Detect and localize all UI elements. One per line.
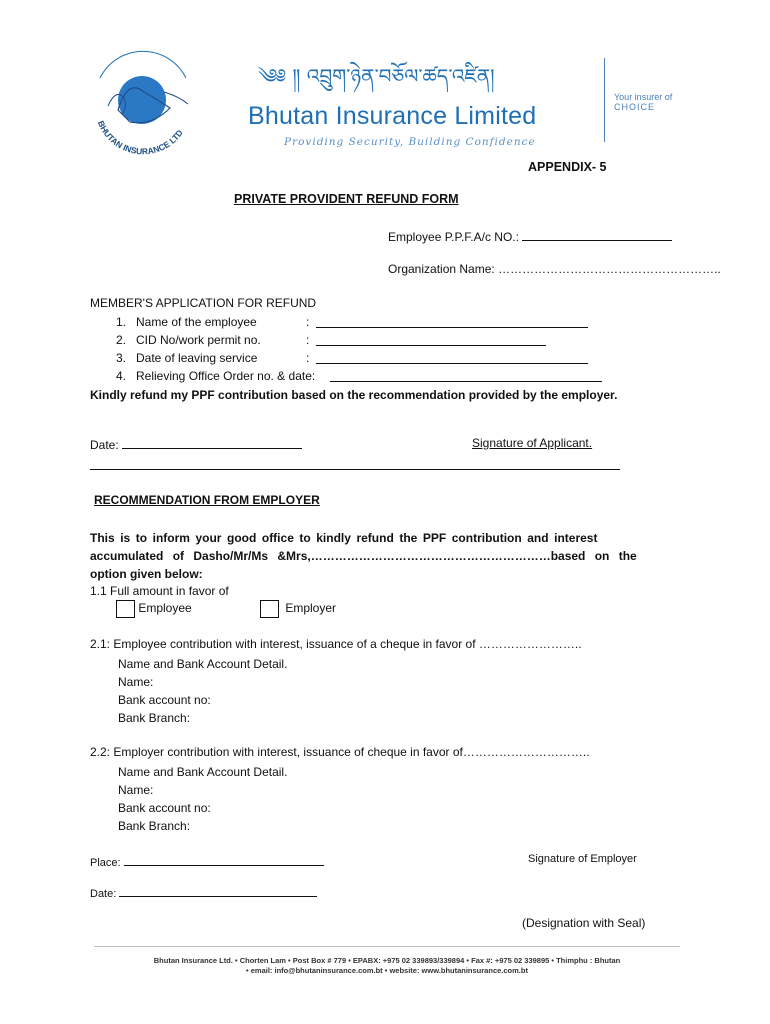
ppf-account-label: Employee P.P.F.A/c NO.: xyxy=(388,230,519,244)
footer-divider xyxy=(94,946,680,947)
checkbox-label: Employee xyxy=(138,601,192,616)
item-label: Relieving Office Order no. & date: xyxy=(136,369,316,383)
employer-checkbox[interactable] xyxy=(260,600,279,618)
bank-account-label: Bank account no: xyxy=(118,801,211,815)
leaving-date-field[interactable] xyxy=(316,351,588,364)
bank-block-2 xyxy=(118,763,287,835)
ppf-account-field[interactable] xyxy=(522,228,672,241)
svg-text:BHUTAN INSURANCE LTD xyxy=(96,119,185,156)
option-employee-contribution: 2.1: Employee contribution with interest, issuance of a cheque in favor of …………………….. xyxy=(90,637,582,651)
date-label: Date: xyxy=(90,438,119,452)
inform-line: This is to inform your good office to kindly refund the PPF contribution and interest xyxy=(90,531,598,545)
cid-field[interactable] xyxy=(316,333,546,346)
list-item: 2. CID No/work permit no. xyxy=(116,333,261,347)
date-label: Date: xyxy=(90,888,117,900)
organization-label: Organization Name: xyxy=(388,262,495,276)
form-title: PRIVATE PROVIDENT REFUND FORM xyxy=(234,192,459,206)
employee-name-field[interactable] xyxy=(316,315,588,328)
section-divider xyxy=(90,469,620,470)
company-name: Bhutan Insurance Limited xyxy=(248,102,537,130)
bank-detail-label: Name and Bank Account Detail. xyxy=(118,765,288,779)
item-label: Name of the employee xyxy=(136,315,257,329)
applicant-date-field[interactable] xyxy=(122,436,302,449)
list-item-colon: : xyxy=(306,333,310,347)
employer-date-row xyxy=(90,884,317,900)
company-tagline: Providing Security, Building Confidence xyxy=(284,136,536,148)
seal-text: BHUTAN INSURANCE LTD xyxy=(95,119,185,157)
bank-name-label: Name: xyxy=(118,783,154,797)
list-item: 3. Date of leaving service xyxy=(116,351,258,365)
item-label: Date of leaving service xyxy=(136,351,258,365)
organization-row xyxy=(388,262,721,276)
inform-line: option given below: xyxy=(90,567,203,581)
employee-checkbox[interactable] xyxy=(116,600,135,618)
applicant-signature: Signature of Applicant. xyxy=(472,436,593,450)
employee-option xyxy=(116,600,192,618)
item-label: CID No/work permit no. xyxy=(136,333,261,347)
header-divider xyxy=(604,58,605,142)
appendix-label: APPENDIX- 5 xyxy=(528,160,607,174)
option-employer-contribution: 2.2: Employer contribution with interest, issuance of cheque in favor of………………………….. xyxy=(90,745,590,759)
list-item: 4. Relieving Office Order no. & date: xyxy=(116,369,316,383)
place-field[interactable] xyxy=(124,853,324,866)
footer-email-website: • email: info@bhutaninsurance.com.bt • website: www.bhutaninsurance.com.bt xyxy=(246,966,528,975)
recommendation-heading: RECOMMENDATION FROM EMPLOYER xyxy=(94,493,320,507)
insurer-of-choice: Your insurer of CHOICE xyxy=(614,92,673,112)
relieving-order-field[interactable] xyxy=(330,369,602,382)
organization-field[interactable]: ……………………………………………….. xyxy=(498,262,721,276)
bank-name-label: Name: xyxy=(118,675,154,689)
option-full-amount: 1.1 Full amount in favor of xyxy=(90,584,229,598)
ppf-account-row xyxy=(388,228,672,244)
footer-contact xyxy=(94,956,680,976)
place-row xyxy=(90,853,324,869)
list-item: 1. Name of the employee xyxy=(116,315,257,329)
applicant-date-row xyxy=(90,436,302,452)
tibetan-title: ༄༅ ༎ འབྲུག་ཉེན་བཅོལ་ཚད་འཛིན། xyxy=(258,64,495,88)
employer-date-field[interactable] xyxy=(119,884,317,897)
checkbox-label: Employer xyxy=(285,601,337,616)
refund-statement: Kindly refund my PPF contribution based on the recommendation provided by the employer. xyxy=(90,388,618,402)
bank-block-1 xyxy=(118,655,287,727)
inform-line: accumulated of Dasho/Mr/Ms &Mrs,……………………………………………………based on the xyxy=(90,549,637,563)
bank-detail-label: Name and Bank Account Detail. xyxy=(118,657,288,671)
place-label: Place: xyxy=(90,857,121,869)
bank-branch-label: Bank Branch: xyxy=(118,711,191,725)
designation-seal: (Designation with Seal) xyxy=(522,916,646,930)
list-item-colon: : xyxy=(306,315,310,329)
footer-address: Bhutan Insurance Ltd. • Chorten Lam • Post Box # 779 • EPABX: +975 02 339893/339894 • Fax #: +975 02 339895 • Thimphu : Bhutan xyxy=(153,956,621,965)
bank-branch-label: Bank Branch: xyxy=(118,819,191,833)
employer-signature: Signature of Employer xyxy=(528,853,637,865)
company-seal-logo xyxy=(78,38,208,168)
inform-paragraph xyxy=(90,529,680,583)
members-heading: MEMBER'S APPLICATION FOR REFUND xyxy=(90,296,317,310)
list-item-colon: : xyxy=(306,351,310,365)
employer-option xyxy=(260,600,336,618)
bank-account-label: Bank account no: xyxy=(118,693,211,707)
